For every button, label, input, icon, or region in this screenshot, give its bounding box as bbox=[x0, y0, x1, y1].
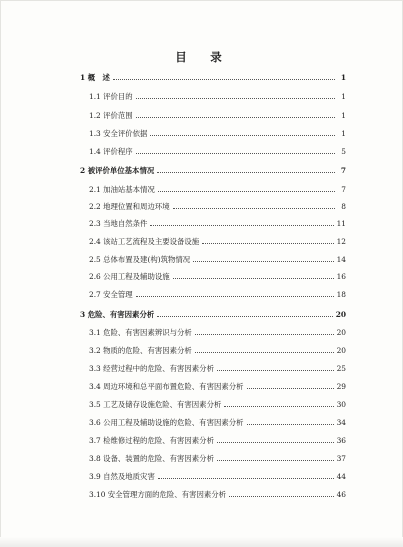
toc-leader-dots bbox=[224, 400, 333, 407]
toc-entry-page-number: 16 bbox=[336, 272, 346, 281]
toc-section-entry bbox=[80, 364, 346, 374]
toc-entry-label: 3.9 自然及地质灾害 bbox=[89, 472, 155, 481]
toc-section-entry bbox=[80, 147, 346, 157]
toc-leader-dots bbox=[157, 166, 335, 173]
toc-leader-dots bbox=[195, 328, 334, 335]
toc-entry-page-number: 20 bbox=[335, 310, 346, 319]
toc-entry-page-number: 29 bbox=[336, 382, 346, 391]
toc-entry-page-number: 12 bbox=[336, 237, 346, 246]
toc-section-entry bbox=[80, 92, 346, 102]
toc-entry-label: 2.4 该站工艺流程及主要设备设施 bbox=[89, 237, 200, 246]
toc-entry-label: 1.3 安全评价依据 bbox=[89, 129, 148, 138]
toc-leader-dots bbox=[158, 185, 335, 192]
toc-section-entry bbox=[80, 129, 346, 139]
toc-entry-page-number: 20 bbox=[336, 346, 346, 355]
toc-entry-label: 2.1 加油站基本情况 bbox=[89, 185, 155, 194]
toc-entry-page-number: 7 bbox=[341, 185, 346, 194]
toc-section-entry bbox=[80, 202, 346, 212]
toc-entry-label: 3.3 经营过程中的危险、有害因素分析 bbox=[89, 364, 214, 373]
page-edge bbox=[0, 537, 403, 547]
toc-leader-dots bbox=[113, 73, 335, 80]
toc-section-entry bbox=[80, 454, 346, 464]
toc-leader-dots bbox=[150, 219, 333, 226]
toc-entry-page-number: 44 bbox=[336, 472, 346, 481]
toc-entry-page-number: 8 bbox=[341, 202, 346, 211]
toc-entry-page-number: 20 bbox=[336, 328, 346, 337]
toc-leader-dots bbox=[217, 364, 334, 371]
toc-section-entry bbox=[80, 436, 346, 446]
toc-leader-dots bbox=[247, 382, 334, 389]
toc-section-entry bbox=[80, 290, 346, 300]
toc-entry-label: 3.10 安全管理方面的危险、有害因素分析 bbox=[89, 490, 227, 499]
toc-entry-label: 3.4 周边环境和总平面布置危险、有害因素分析 bbox=[89, 382, 244, 391]
toc-entry-page-number: 5 bbox=[341, 147, 346, 156]
toc-chapter-entry bbox=[80, 310, 346, 320]
toc-leader-dots bbox=[229, 490, 334, 497]
toc-leader-dots bbox=[195, 346, 334, 353]
toc-entry-page-number: 18 bbox=[336, 290, 346, 299]
toc-leader-dots bbox=[136, 290, 334, 297]
toc-entry-page-number: 11 bbox=[336, 219, 346, 228]
toc-entry-label: 3 危险、有害因素分析 bbox=[80, 310, 155, 319]
toc-section-entry bbox=[80, 185, 346, 195]
toc-leader-dots bbox=[150, 129, 335, 136]
toc-entry-label: 2.2 地理位置和周边环境 bbox=[89, 202, 170, 211]
toc-section-entry bbox=[80, 400, 346, 410]
toc-entry-page-number: 46 bbox=[336, 490, 346, 499]
toc-entry-label: 3.1 危险、有害因素辨识与分析 bbox=[89, 328, 192, 337]
toc-entry-label: 3.2 物质的危险、有害因素分析 bbox=[89, 346, 192, 355]
toc-entry-page-number: 36 bbox=[336, 436, 346, 445]
toc-entry-page-number: 1 bbox=[341, 111, 346, 120]
toc-entry-label: 1.2 评价范围 bbox=[89, 111, 133, 120]
toc-entry-label: 2.5 总体布置及建(构)筑物情况 bbox=[89, 255, 191, 264]
toc-leader-dots bbox=[173, 272, 334, 279]
toc-section-entry bbox=[80, 382, 346, 392]
toc-section-entry bbox=[80, 237, 346, 247]
toc-chapter-entry bbox=[80, 166, 346, 176]
toc-section-entry bbox=[80, 219, 346, 229]
toc-entry-page-number: 25 bbox=[336, 364, 346, 373]
toc-entry-label: 1.4 评价程序 bbox=[89, 147, 133, 156]
toc-entry-page-number: 1 bbox=[340, 73, 346, 82]
toc-leader-dots bbox=[193, 255, 333, 262]
toc-section-entry bbox=[80, 255, 346, 265]
toc-entry-label: 3.7 检维修过程的危险、有害因素分析 bbox=[89, 436, 214, 445]
toc-leader-dots bbox=[173, 202, 335, 209]
toc-entry-label: 3.5 工艺及储存设施危险、有害因素分析 bbox=[89, 400, 222, 409]
toc-leader-dots bbox=[136, 111, 335, 118]
page-title: 目 录 bbox=[175, 50, 228, 64]
toc-leader-dots bbox=[158, 472, 334, 479]
toc-entry-label: 3.6 公用工程及辅助设施的危险、有害因素分析 bbox=[89, 418, 244, 427]
toc-leader-dots bbox=[217, 436, 334, 443]
toc-entry-label: 2.7 安全管理 bbox=[89, 290, 133, 299]
toc-entry-label: 2.3 当地自然条件 bbox=[89, 219, 148, 228]
toc-entry-label: 1 概 述 bbox=[80, 73, 110, 82]
toc-leader-dots bbox=[136, 147, 335, 154]
toc-section-entry bbox=[80, 328, 346, 338]
toc-entry-label: 1.1 评价目的 bbox=[89, 92, 133, 101]
toc-entry-label: 2.6 公用工程及辅助设施 bbox=[89, 272, 170, 281]
toc-leader-dots bbox=[217, 454, 334, 461]
toc-section-entry bbox=[80, 272, 346, 282]
toc-entry-page-number: 37 bbox=[336, 454, 346, 463]
toc-entry-page-number: 34 bbox=[336, 418, 346, 427]
toc-section-entry bbox=[80, 490, 346, 500]
toc-section-entry bbox=[80, 111, 346, 121]
toc-section-entry bbox=[80, 472, 346, 482]
toc-entry-page-number: 1 bbox=[341, 129, 346, 138]
toc-entry-page-number: 30 bbox=[336, 400, 346, 409]
toc-entry-label: 3.8 设备、装置的危险、有害因素分析 bbox=[89, 454, 214, 463]
toc-leader-dots bbox=[157, 310, 332, 317]
toc-entry-page-number: 7 bbox=[340, 166, 346, 175]
toc-leader-dots bbox=[136, 92, 335, 99]
toc-leader-dots bbox=[202, 237, 333, 244]
toc-leader-dots bbox=[247, 418, 334, 425]
toc-entry-page-number: 14 bbox=[336, 255, 346, 264]
toc-entry-label: 2 被评价单位基本情况 bbox=[80, 166, 155, 175]
toc-section-entry bbox=[80, 418, 346, 428]
toc-entry-page-number: 1 bbox=[341, 92, 346, 101]
toc-chapter-entry bbox=[80, 73, 346, 83]
toc-section-entry bbox=[80, 346, 346, 356]
